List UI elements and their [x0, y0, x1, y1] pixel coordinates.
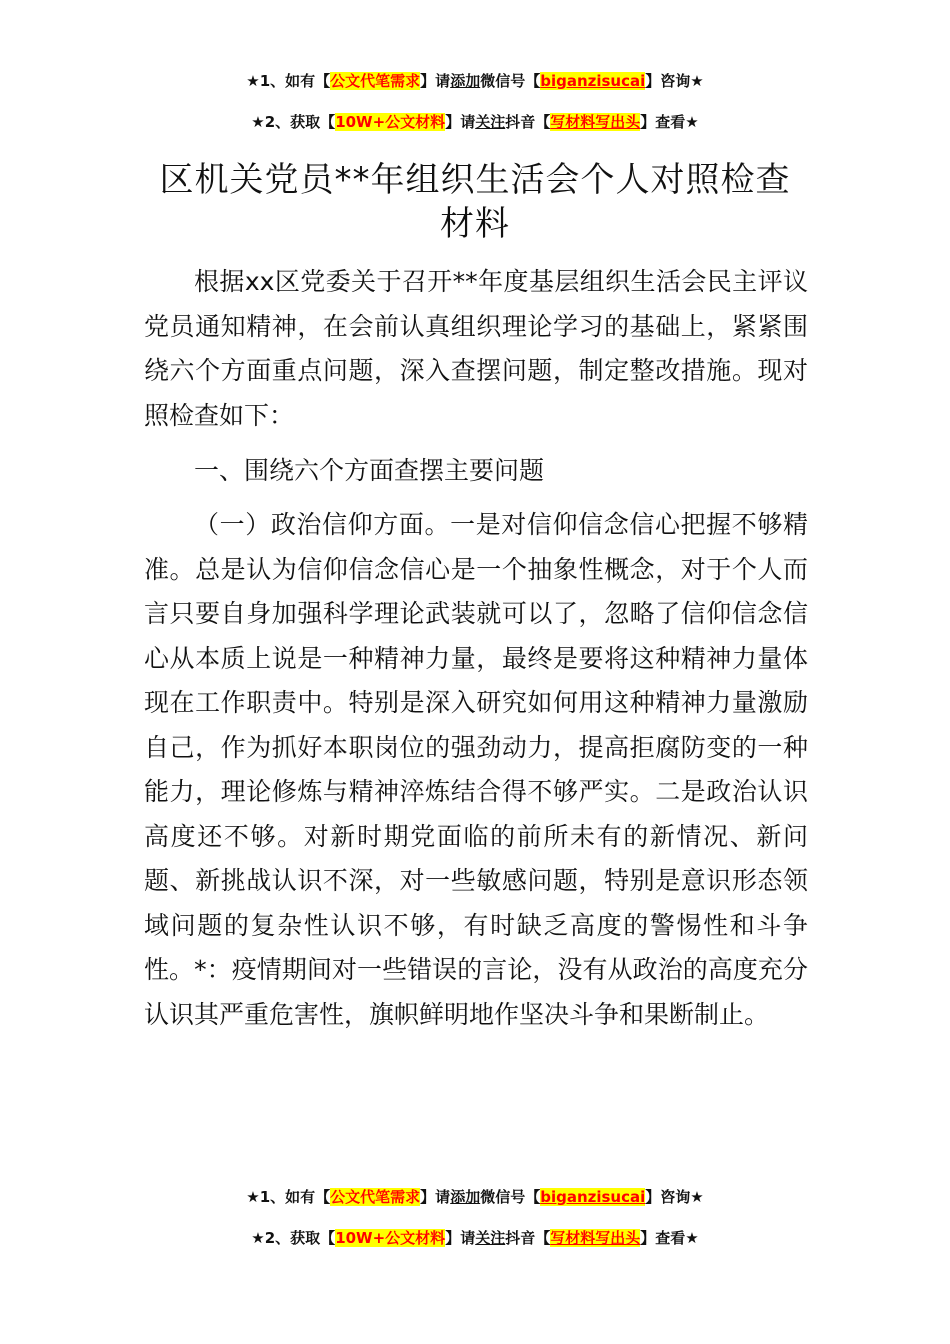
banner-wechat-id: biganzisucai — [540, 72, 646, 90]
section-heading: 一、围绕六个方面查摆主要问题 — [194, 456, 545, 485]
paragraph-political-belief: （一）政治信仰方面。一是对信仰信念信心把握不够精准。总是认为信仰信念信心是一个抽象性概念，对于个人而言只要自身加强科学理论武装就可以了，忽略了信仰信念信心从本质上说是一种精神力量，最终是要将这种精神力量体现在工作职责中。特别是深入研究如何用这种精神力量激励自己，作为抓好本职岗位的强劲动力，提高拒腐防变的一种能力，理论修炼与精神淬炼结合得不够严实。二是政治认识高度还不够。对新时期党面临的前所未有的新情况、新问题、新挑战认识不深，对一些敏感问题，特别是意识形态领域问题的复杂性认识不够，有时缺乏高度的警惕性和斗争性。*：疫情期间对一些错误的言论，没有从政治的高度充分认识其严重危害性，旗帜鲜明地作坚决斗争和果断制止。 — [144, 510, 808, 1029]
banner-text: 】请 — [420, 1188, 451, 1206]
banner-highlight-materials: 10W+公文材料 — [335, 113, 446, 131]
document-title: 区机关党员**年组织生活会个人对照检查材料 — [159, 160, 791, 244]
banner-wechat-id: biganzisucai — [540, 1188, 646, 1206]
banner-text: 】请 — [420, 72, 451, 90]
banner-prefix: ★2、获取【 — [251, 113, 336, 131]
footer-banner-line-1 — [0, 1186, 950, 1208]
banner-highlight-materials: 10W+公文材料 — [335, 1229, 446, 1247]
banner-text: 微信号【 — [480, 72, 541, 90]
banner-douyin-account: 写材料写出头 — [550, 113, 641, 131]
banner-prefix: ★1、如有【 — [246, 72, 331, 90]
banner-text: 微信号【 — [480, 1188, 541, 1206]
banner-emphasis: 添加 — [450, 72, 481, 90]
header-banner-line-1 — [0, 70, 950, 92]
banner-emphasis: 关注 — [475, 1229, 506, 1247]
banner-text: 抖音【 — [505, 1229, 551, 1247]
banner-suffix: 】查看★ — [640, 1229, 699, 1247]
banner-douyin-account: 写材料写出头 — [550, 1229, 641, 1247]
banner-text: 】请 — [445, 1229, 476, 1247]
paragraph-intro: 根据xx区党委关于召开**年度基层组织生活会民主评议党员通知精神，在会前认真组织理论学习的基础上，紧紧围绕六个方面重点问题，深入查摆问题，制定整改措施。现对照检查如下： — [144, 267, 808, 430]
banner-suffix: 】查看★ — [640, 113, 699, 131]
banner-prefix: ★1、如有【 — [246, 1188, 331, 1206]
banner-emphasis: 关注 — [475, 113, 506, 131]
header-banner-line-2 — [0, 111, 950, 133]
banner-highlight-service: 公文代笔需求 — [330, 72, 421, 90]
banner-prefix: ★2、获取【 — [251, 1229, 336, 1247]
banner-highlight-service: 公文代笔需求 — [330, 1188, 421, 1206]
banner-suffix: 】咨询★ — [645, 72, 704, 90]
banner-emphasis: 添加 — [450, 1188, 481, 1206]
banner-suffix: 】咨询★ — [645, 1188, 704, 1206]
banner-text: 抖音【 — [505, 113, 551, 131]
footer-banner-line-2 — [0, 1227, 950, 1249]
banner-text: 】请 — [445, 113, 476, 131]
